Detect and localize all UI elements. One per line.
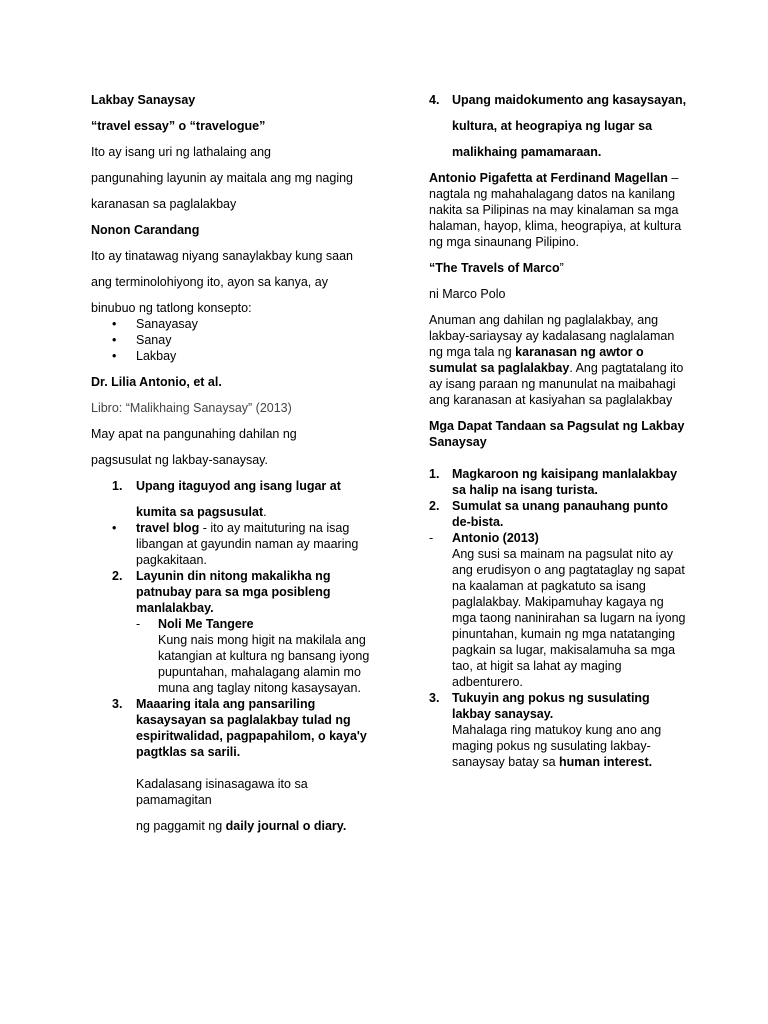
reason-1-line-1: Upang itaguyod ang isang lugar at — [136, 479, 341, 493]
reason-4-line-2: kultura, at heograpiya ng lugar sa — [452, 119, 653, 133]
reason-3-follow-1: Kadalasang isinasagawa ito sa pamamagitan — [136, 777, 308, 807]
list-item — [91, 520, 381, 568]
tip-2-text: Sumulat sa unang panauhang punto de-bista. — [452, 499, 668, 529]
travel-blog-text: - ito ay maituturing na isag libangan at gayundin naman ay maaring pagkakitaan. — [136, 521, 359, 567]
travel-blog-list — [91, 520, 381, 568]
tip-3-text: Tukuyin ang pokus ng susulating lakbay sanaysay. — [452, 691, 650, 721]
marco-title: “The Travels of Marco — [429, 261, 560, 275]
definition-line-1: Ito ay isang uri ng lathalaing ang — [91, 145, 271, 159]
marco-title-close: ” — [559, 261, 564, 275]
anuman-bold: karanasan ng awtor o sumulat sa paglalakbay — [429, 345, 644, 375]
antonio-text: Ang susi sa mainam na pagsulat nito ay ang erudisyon o ang pagtataglay ng sapat na kaalaman at pagkatuto sa isang paglalakbay. Makipamuhay kagaya ng mga taong naninirahan sa lugarn na iyong pinuntahan, kumain ng mga natatanging pagkain sa lugar, makisalamuha sa mga tao, at higit sa lahat ay maging adbenturero. — [452, 547, 686, 689]
reason-1-number: 1. — [112, 479, 123, 493]
document-subtitle: “travel essay” o “travelogue” — [91, 119, 266, 133]
pigafetta-paragraph — [429, 170, 689, 250]
definition-line-2: pangunahing layunin ay maitala ang mg naging — [91, 171, 353, 185]
tip-3-body-text: Mahalaga ring matukoy kung ano ang maging pokus ng susulating lakbay-sanaysay batay sa — [452, 723, 662, 769]
reason-3-text: Maaaring itala ang pansariling kasaysayan sa paglalakbay tulad ng espiritwalidad, pagpapahilom, o kaya'y pagtklas sa sarili. — [136, 697, 367, 759]
reason-4 — [429, 92, 689, 108]
anuman-paragraph — [429, 312, 689, 408]
daily-journal-term: daily journal o diary. — [225, 819, 347, 833]
noli-block — [91, 616, 381, 696]
reason-3-number: 3. — [112, 697, 123, 711]
reason-4-number: 4. — [429, 93, 440, 107]
reason-1 — [91, 478, 381, 520]
tip-1-number: 1. — [429, 467, 440, 481]
libro-line: Libro: “Malikhaing Sanaysay” (2013) — [91, 401, 292, 415]
tip-1-text: Magkaroon ng kaisipang manlalakbay sa halip na isang turista. — [452, 467, 678, 497]
reason-2-number: 2. — [112, 569, 123, 583]
reason-4-text: Upang maidokumento ang kasaysayan, — [452, 93, 687, 107]
antonio-heading: Antonio (2013) — [452, 531, 539, 545]
tip-3-body — [452, 722, 689, 770]
human-interest-term: human interest. — [559, 755, 653, 769]
reasons-line-2: pagsusulat ng lakbay-sanaysay. — [91, 453, 268, 467]
reason-1-line-2: kumita sa pagsusulat — [136, 505, 264, 519]
list-item: • Lakbay — [91, 348, 381, 364]
noli-title: Noli Me Tangere — [158, 617, 254, 631]
concepts-list — [91, 316, 381, 364]
noli-text: Kung nais mong higit na makilala ang katangian at kultura ng bansang iyong pupuntahan, mahalagang alamin mo muna ang taglay nitong kasaysayan. — [158, 633, 370, 695]
list-item: • Sanayasay — [91, 316, 381, 332]
dash-marker: - — [429, 531, 434, 545]
reason-2-text: Layunin din nitong makalikha ng patnubay para sa mga posibleng manlalakbay. — [136, 569, 331, 615]
marco-title-line — [429, 260, 689, 276]
dash-marker: - — [136, 617, 141, 631]
carandang-line-1: Ito ay tinatawag niyang sanaylakbay kung saan — [91, 249, 353, 263]
reason-3-follow-2 — [91, 818, 381, 834]
carandang-line-3: binubuo ng tatlong konsepto: — [91, 301, 252, 315]
author-heading-carandang: Nonon Carandang — [91, 223, 200, 237]
travel-blog-term: travel blog — [136, 521, 200, 535]
pigafetta-text: – nagtala ng mahahalagang datos na kanilang nakita sa Pilipinas na may kinalaman sa mga halaman, hayop, klima, heograpiya, at kultura ng mga sinaunang Pilipino. — [429, 171, 682, 249]
tip-2-number: 2. — [429, 499, 440, 513]
list-item: • Sanay — [91, 332, 381, 348]
tip-2 — [429, 498, 689, 530]
reasons-line-1: May apat na pangunahing dahilan ng — [91, 427, 297, 441]
reason-4-line-3: malikhaing pamamaraan. — [452, 145, 602, 159]
tip-3-number: 3. — [429, 691, 440, 705]
carandang-line-2: ang terminolohiyong ito, ayon sa kanya, ay — [91, 275, 328, 289]
antonio-block — [429, 530, 689, 690]
reason-2 — [91, 568, 381, 616]
tip-3 — [429, 690, 689, 770]
document-title: Lakbay Sanaysay — [91, 93, 196, 107]
right-column — [429, 92, 689, 770]
anuman-text-2: . Ang pagtatalang ito ay isang paraan ng manunulat na maibahagi ang karanasan at kasiyahan sa paglalakbay — [429, 361, 684, 407]
reason-1-period: . — [263, 505, 267, 519]
tandaan-heading: Mga Dapat Tandaan sa Pagsulat ng Lakbay Sanaysay — [429, 419, 685, 449]
left-column — [91, 92, 381, 834]
author-heading-antonio: Dr. Lilia Antonio, et al. — [91, 375, 222, 389]
tip-1 — [429, 466, 689, 498]
marco-author: ni Marco Polo — [429, 287, 506, 301]
anuman-text-1: Anuman ang dahilan ng paglalakbay, ang lakbay-sariaysay ay kadalasang naglalaman ng mga tala ng — [429, 313, 675, 359]
pigafetta-heading: Antonio Pigafetta at Ferdinand Magellan — [429, 171, 668, 185]
reason-3-follow-2-text: ng paggamit ng — [136, 819, 226, 833]
reason-3 — [91, 696, 381, 760]
definition-line-3: karanasan sa paglalakbay — [91, 197, 237, 211]
